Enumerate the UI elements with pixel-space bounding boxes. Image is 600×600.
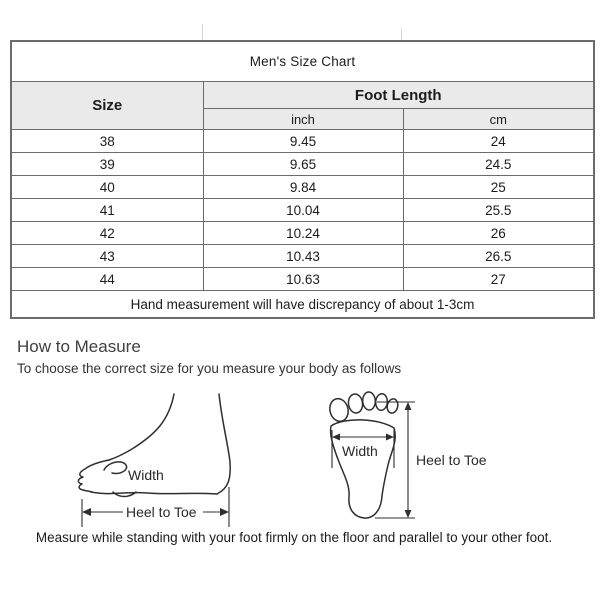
top-view-width-label: Width xyxy=(342,443,378,459)
cm-cell: 24 xyxy=(403,130,594,153)
jpeg-ghost-line xyxy=(202,24,203,40)
side-view-length-label: Heel to Toe xyxy=(126,504,197,520)
table-row xyxy=(11,222,594,245)
inch-cell: 9.45 xyxy=(203,130,403,153)
cm-cell: 26 xyxy=(403,222,594,245)
inch-cell: 10.04 xyxy=(203,199,403,222)
inch-cell: 10.24 xyxy=(203,222,403,245)
cm-column-header: cm xyxy=(403,109,594,130)
side-view-width-label: Width xyxy=(128,467,164,483)
cm-cell: 27 xyxy=(403,268,594,291)
cm-cell: 25.5 xyxy=(403,199,594,222)
cm-cell: 24.5 xyxy=(403,153,594,176)
size-cell: 42 xyxy=(11,222,203,245)
top-view-length-label: Heel to Toe xyxy=(416,452,487,468)
inch-cell: 10.63 xyxy=(203,268,403,291)
how-to-measure-subheading: To choose the correct size for you measure your body as follows xyxy=(17,361,402,376)
jpeg-ghost-line xyxy=(401,28,402,40)
table-row xyxy=(11,130,594,153)
measure-caption: Measure while standing with your foot firmly on the floor and parallel to your other foot. xyxy=(35,530,553,545)
foot-top-view-diagram xyxy=(322,388,500,530)
cm-cell: 26.5 xyxy=(403,245,594,268)
size-cell: 40 xyxy=(11,176,203,199)
size-cell: 38 xyxy=(11,130,203,153)
table-row xyxy=(11,245,594,268)
how-to-measure-heading: How to Measure xyxy=(17,337,141,356)
table-row xyxy=(11,153,594,176)
footnote-row xyxy=(11,291,594,319)
inch-column-header: inch xyxy=(203,109,403,130)
size-cell: 43 xyxy=(11,245,203,268)
size-chart-title: Men's Size Chart xyxy=(11,41,594,82)
size-cell: 41 xyxy=(11,199,203,222)
inch-cell: 9.65 xyxy=(203,153,403,176)
title-row xyxy=(11,41,594,82)
foot-length-header: Foot Length xyxy=(203,82,594,109)
size-column-header: Size xyxy=(11,82,203,130)
table-row xyxy=(11,199,594,222)
header-row-1 xyxy=(11,82,594,109)
size-cell: 39 xyxy=(11,153,203,176)
cm-cell: 25 xyxy=(403,176,594,199)
size-chart-table xyxy=(10,40,595,319)
table-footnote: Hand measurement will have discrepancy of about 1-3cm xyxy=(11,291,594,319)
inch-cell: 9.84 xyxy=(203,176,403,199)
table-row xyxy=(11,176,594,199)
size-cell: 44 xyxy=(11,268,203,291)
inch-cell: 10.43 xyxy=(203,245,403,268)
foot-side-view-diagram xyxy=(70,388,310,536)
table-row xyxy=(11,268,594,291)
